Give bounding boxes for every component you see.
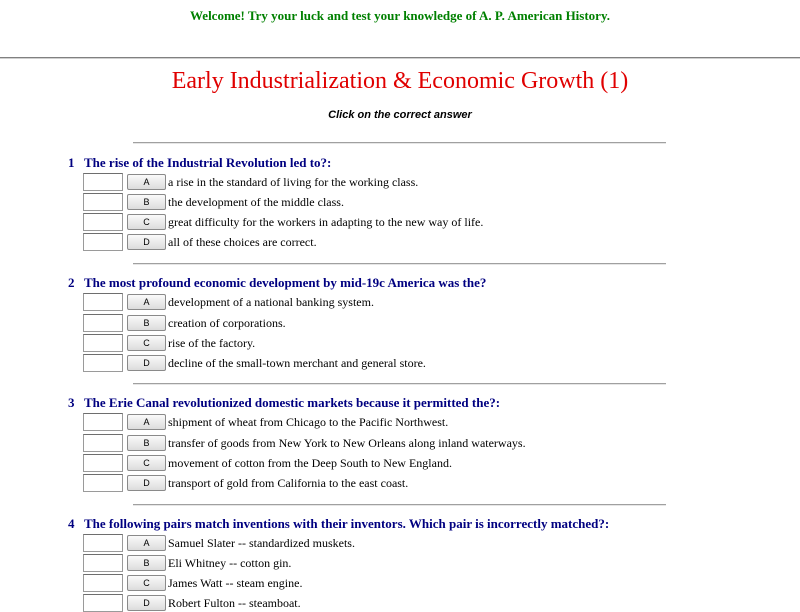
answer-text: creation of corporations. bbox=[168, 316, 286, 330]
answer-button[interactable]: A bbox=[127, 174, 166, 190]
answer-button[interactable]: B bbox=[127, 315, 166, 331]
welcome-message: Welcome! Try your luck and test your knowledge of A. P. American History. bbox=[190, 8, 610, 23]
answer-result-box bbox=[83, 413, 123, 431]
question-1 bbox=[68, 155, 768, 171]
answer-text: rise of the factory. bbox=[168, 336, 256, 350]
answer-text: James Watt -- steam engine. bbox=[168, 576, 303, 590]
answer-result-box bbox=[83, 594, 123, 612]
answer-text: transfer of goods from New York to New Orleans along inland waterways. bbox=[168, 436, 526, 450]
answer-result-box bbox=[83, 474, 123, 492]
question-divider bbox=[133, 504, 666, 506]
question-2 bbox=[68, 275, 768, 291]
answer-text: the development of the middle class. bbox=[168, 195, 344, 209]
answer-button[interactable]: D bbox=[127, 234, 166, 250]
question-text: The Erie Canal revolutionized domestic markets because it permitted the?: bbox=[84, 395, 501, 410]
question-text: The most profound economic development by mid-19c America was the? bbox=[84, 275, 487, 290]
answer-result-box bbox=[83, 354, 123, 372]
answer-button[interactable]: C bbox=[127, 575, 166, 591]
answer-result-box bbox=[83, 554, 123, 572]
question-4 bbox=[68, 516, 768, 532]
answer-result-box bbox=[83, 334, 123, 352]
question-divider bbox=[133, 263, 666, 265]
answer-text: Samuel Slater -- standardized muskets. bbox=[168, 536, 355, 550]
answer-text: decline of the small-town merchant and general store. bbox=[168, 356, 426, 370]
answer-button[interactable]: C bbox=[127, 214, 166, 230]
question-number: 2 bbox=[68, 275, 75, 290]
question-divider bbox=[133, 142, 666, 144]
answer-button[interactable]: B bbox=[127, 435, 166, 451]
answer-text: shipment of wheat from Chicago to the Pacific Northwest. bbox=[168, 415, 449, 429]
question-3 bbox=[68, 395, 768, 411]
answer-button[interactable]: D bbox=[127, 595, 166, 611]
page-title: Early Industrialization & Economic Growth (1) bbox=[171, 68, 629, 94]
answer-button[interactable]: B bbox=[127, 194, 166, 210]
answer-result-box bbox=[83, 454, 123, 472]
instruction-text: Click on the correct answer bbox=[328, 109, 472, 121]
answer-result-box bbox=[83, 434, 123, 452]
question-number: 3 bbox=[68, 395, 75, 410]
answer-text: a rise in the standard of living for the working class. bbox=[168, 175, 419, 189]
answer-result-box bbox=[83, 534, 123, 552]
question-text: The following pairs match inventions with their inventors. Which pair is incorrectly matched?: bbox=[84, 516, 610, 531]
top-divider bbox=[0, 57, 800, 59]
answer-text: all of these choices are correct. bbox=[168, 235, 317, 249]
answer-button[interactable]: C bbox=[127, 455, 166, 471]
answer-result-box bbox=[83, 233, 123, 251]
answer-text: development of a national banking system. bbox=[168, 295, 374, 309]
answer-result-box bbox=[83, 293, 123, 311]
answer-button[interactable]: A bbox=[127, 414, 166, 430]
answer-result-box bbox=[83, 193, 123, 211]
answer-button[interactable]: A bbox=[127, 535, 166, 551]
answer-result-box bbox=[83, 314, 123, 332]
question-number: 4 bbox=[68, 516, 75, 531]
answer-text: great difficulty for the workers in adapting to the new way of life. bbox=[168, 215, 484, 229]
question-number: 1 bbox=[68, 155, 75, 170]
answer-button[interactable]: A bbox=[127, 294, 166, 310]
answer-text: Robert Fulton -- steamboat. bbox=[168, 596, 301, 610]
answer-result-box bbox=[83, 173, 123, 191]
question-divider bbox=[133, 383, 666, 385]
answer-button[interactable]: B bbox=[127, 555, 166, 571]
question-text: The rise of the Industrial Revolution led to?: bbox=[84, 155, 332, 170]
answer-button[interactable]: C bbox=[127, 335, 166, 351]
answer-button[interactable]: D bbox=[127, 355, 166, 371]
answer-text: transport of gold from California to the east coast. bbox=[168, 476, 409, 490]
answer-button[interactable]: D bbox=[127, 475, 166, 491]
answer-text: movement of cotton from the Deep South to New England. bbox=[168, 456, 452, 470]
answer-text: Eli Whitney -- cotton gin. bbox=[168, 556, 292, 570]
answer-result-box bbox=[83, 213, 123, 231]
answer-result-box bbox=[83, 574, 123, 592]
